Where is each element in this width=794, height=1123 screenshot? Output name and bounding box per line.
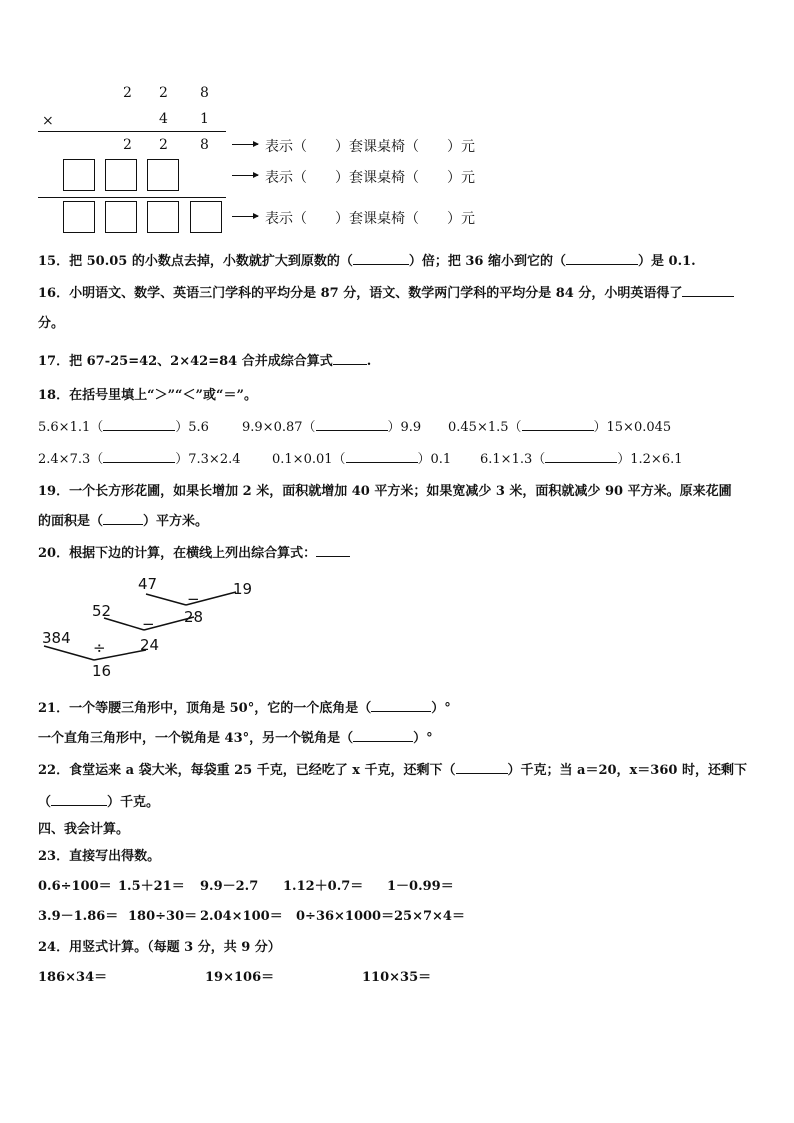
calc-item: 19×106＝ [205, 970, 275, 985]
question-18-title: 18．在括号里填上“＞”“＜”或“＝”。 [38, 388, 257, 403]
arrow-icon [232, 175, 258, 176]
tree-number: 28 [184, 608, 204, 626]
answer-blank[interactable] [566, 264, 638, 265]
question-24-title: 24．用竖式计算。（每题 3 分，共 9 分） [38, 940, 281, 955]
digit: 2 [159, 85, 168, 101]
calc-item: 0.6÷100＝ [38, 879, 112, 894]
tree-number: 47 [138, 575, 158, 593]
tree-number: 19 [233, 580, 253, 598]
answer-blank[interactable] [333, 364, 367, 365]
answer-blank[interactable] [346, 462, 418, 463]
arrow-icon [232, 216, 258, 217]
question-16: 16．小明语文、数学、英语三门学科的平均分是 87 分，语文、数学两门学科的平均分是 84 分，小明英语得了 [38, 282, 734, 301]
answer-box[interactable] [63, 201, 95, 233]
digit: 8 [200, 137, 209, 153]
tree-operator: ÷ [93, 639, 106, 657]
answer-box[interactable] [190, 201, 222, 233]
tree-number: 52 [92, 602, 112, 620]
note-line: 表示（ ）套课桌椅（ ）元 [265, 170, 475, 186]
digit: 2 [123, 137, 132, 153]
digit: 2 [123, 85, 132, 101]
answer-blank[interactable] [456, 773, 508, 774]
digit: 2 [159, 137, 168, 153]
compare-row: 9.9×0.87（ ）9.9 [242, 420, 422, 435]
answer-blank[interactable] [371, 711, 431, 712]
question-22-cont: （ ）千克。 [38, 795, 160, 810]
question-21-cont: 一个直角三角形中，一个锐角是 43°，另一个锐角是（ ）° [38, 731, 433, 746]
rule-line [38, 197, 226, 198]
tree-number: 24 [140, 636, 160, 654]
answer-blank[interactable] [522, 430, 594, 431]
answer-blank[interactable] [545, 462, 617, 463]
calc-item: 1－0.99＝ [387, 879, 454, 894]
question-21: 21．一个等腰三角形中，顶角是 50°，它的一个底角是（ ）° [38, 701, 451, 716]
tree-operator: − [142, 615, 155, 633]
answer-blank[interactable] [353, 264, 409, 265]
answer-blank[interactable] [103, 462, 175, 463]
times-sign: × [42, 113, 54, 129]
question-17: 17．把 67-25=42、2×42=84 合并成综合算式 . [38, 354, 372, 369]
digit: 1 [200, 111, 209, 127]
question-19-cont: 的面积是（ ）平方米。 [38, 514, 209, 529]
tree-operator: − [187, 590, 200, 608]
calc-item: 3.9－1.86＝ [38, 909, 119, 924]
compare-row: 6.1×1.3（ ）1.2×6.1 [480, 452, 683, 467]
question-16-cont: 分。 [38, 316, 65, 331]
note-line: 表示（ ）套课桌椅（ ）元 [265, 139, 475, 155]
compare-row: 0.45×1.5（ ）15×0.045 [448, 420, 672, 435]
question-19: 19．一个长方形花圃，如果长增加 2 米，面积就增加 40 平方米；如果宽减少 3 米，面积就减少 90 平方米。原来花圃 [38, 484, 732, 499]
answer-blank[interactable] [682, 296, 734, 297]
compare-row: 5.6×1.1（ ）5.6 [38, 420, 209, 435]
calc-item: 180÷30＝ [128, 909, 198, 924]
arrow-icon [232, 144, 258, 145]
answer-blank[interactable] [51, 805, 107, 806]
answer-box[interactable] [147, 201, 179, 233]
calc-item: 2.04×100＝ [200, 909, 283, 924]
calc-item: 1.12＋0.7＝ [283, 879, 364, 894]
rule-line [38, 131, 226, 132]
answer-box[interactable] [147, 159, 179, 191]
question-23-title: 23．直接写出得数。 [38, 849, 161, 864]
compare-row: 2.4×7.3（ ）7.3×2.4 [38, 452, 241, 467]
section-heading: 四、我会计算。 [38, 822, 130, 837]
answer-box[interactable] [105, 159, 137, 191]
answer-blank[interactable] [316, 556, 350, 557]
tree-number: 16 [92, 662, 112, 680]
question-20: 20．根据下边的计算，在横线上列出综合算式： [38, 542, 350, 561]
calc-item: 25×7×4＝ [394, 909, 465, 924]
answer-box[interactable] [63, 159, 95, 191]
answer-blank[interactable] [103, 524, 143, 525]
calc-item: 110×35＝ [362, 970, 432, 985]
calc-item: 0÷36×1000＝ [296, 909, 395, 924]
answer-blank[interactable] [103, 430, 175, 431]
tree-number: 384 [42, 629, 71, 647]
calc-item: 9.9－2.7 [200, 879, 259, 894]
note-line: 表示（ ）套课桌椅（ ）元 [265, 211, 475, 227]
digit: 4 [159, 111, 168, 127]
answer-blank[interactable] [316, 430, 388, 431]
answer-blank[interactable] [353, 741, 413, 742]
question-15: 15．把 50.05 的小数点去掉，小数就扩大到原数的（ ）倍；把 36 缩小到它的（ ）是 0.1. [38, 254, 696, 269]
question-22: 22．食堂运来 a 袋大米，每袋重 25 千克，已经吃了 x 千克，还剩下（ ）千克；当 a＝20，x＝360 时，还剩下 [38, 763, 747, 778]
calculation-tree [36, 572, 276, 682]
calc-item: 186×34＝ [38, 970, 108, 985]
digit: 8 [200, 85, 209, 101]
calc-item: 1.5＋21＝ [118, 879, 185, 894]
answer-box[interactable] [105, 201, 137, 233]
compare-row: 0.1×0.01（ ）0.1 [272, 452, 452, 467]
